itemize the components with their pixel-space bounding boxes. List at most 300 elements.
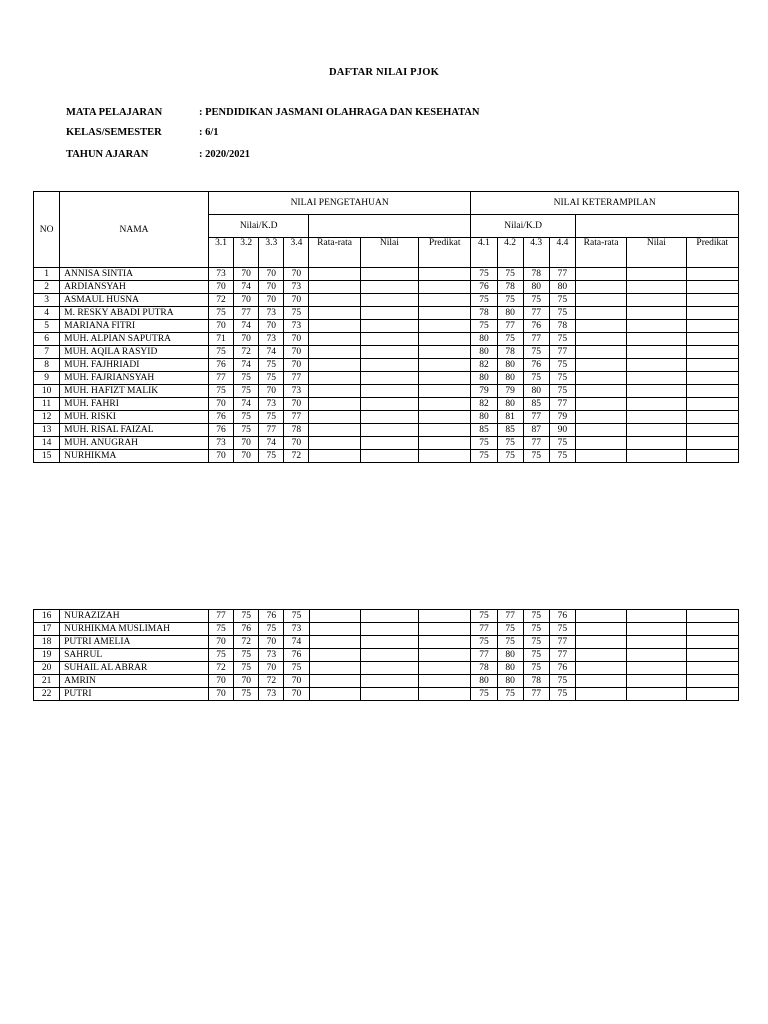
cell-rata-rata bbox=[309, 688, 360, 701]
cell-predikat bbox=[419, 662, 471, 675]
cell-nilai bbox=[360, 372, 418, 385]
cell-nilai-keterampilan: 80 bbox=[497, 359, 523, 372]
cell-no: 13 bbox=[34, 424, 60, 437]
cell-nilai bbox=[627, 294, 686, 307]
cell-nilai-keterampilan: 77 bbox=[549, 649, 575, 662]
cell-no: 22 bbox=[34, 688, 60, 701]
cell-nilai-keterampilan: 75 bbox=[523, 294, 549, 307]
cell-no: 8 bbox=[34, 359, 60, 372]
cell-nilai-pengetahuan: 75 bbox=[234, 649, 259, 662]
cell-nilai-keterampilan: 76 bbox=[471, 281, 497, 294]
cell-nilai-keterampilan: 75 bbox=[523, 662, 549, 675]
cell-rata-rata bbox=[309, 294, 360, 307]
cell-nama: MUH. FAJRIANSYAH bbox=[60, 372, 209, 385]
cell-nilai bbox=[627, 437, 686, 450]
cell-nilai-keterampilan: 75 bbox=[497, 333, 523, 346]
cell-predikat bbox=[419, 359, 471, 372]
cell-nilai-keterampilan: 77 bbox=[523, 411, 549, 424]
cell-nilai-keterampilan: 77 bbox=[549, 268, 575, 281]
cell-nilai-keterampilan: 75 bbox=[497, 294, 523, 307]
cell-nilai-pengetahuan: 73 bbox=[259, 649, 284, 662]
cell-predikat bbox=[686, 424, 738, 437]
cell-nilai-pengetahuan: 75 bbox=[234, 372, 259, 385]
cell-nilai-keterampilan: 75 bbox=[523, 610, 549, 623]
cell-nilai bbox=[360, 333, 418, 346]
cell-nama: MUH. ALPIAN SAPUTRA bbox=[60, 333, 209, 346]
cell-nilai-keterampilan: 85 bbox=[497, 424, 523, 437]
cell-nilai-pengetahuan: 77 bbox=[284, 411, 309, 424]
cell-nilai-keterampilan: 78 bbox=[523, 268, 549, 281]
cell-nilai-keterampilan: 75 bbox=[523, 649, 549, 662]
cell-nilai-pengetahuan: 74 bbox=[234, 359, 259, 372]
header-nama: NAMA bbox=[60, 192, 209, 268]
cell-nilai-keterampilan: 85 bbox=[471, 424, 497, 437]
cell-nilai-keterampilan: 75 bbox=[497, 636, 523, 649]
cell-predikat bbox=[419, 411, 471, 424]
cell-nilai-pengetahuan: 73 bbox=[284, 623, 309, 636]
cell-nilai-keterampilan: 80 bbox=[471, 346, 497, 359]
header-no: NO bbox=[34, 192, 60, 268]
cell-rata-rata bbox=[309, 437, 360, 450]
cell-rata-rata bbox=[309, 372, 360, 385]
cell-nilai-pengetahuan: 70 bbox=[259, 662, 284, 675]
cell-no: 5 bbox=[34, 320, 60, 333]
cell-nama: M. RESKY ABADI PUTRA bbox=[60, 307, 209, 320]
cell-nilai-pengetahuan: 70 bbox=[284, 675, 309, 688]
cell-rata-rata bbox=[309, 307, 360, 320]
cell-nilai-keterampilan: 75 bbox=[497, 268, 523, 281]
cell-nilai-pengetahuan: 72 bbox=[208, 294, 233, 307]
cell-nilai bbox=[627, 623, 686, 636]
cell-nilai-keterampilan: 82 bbox=[471, 398, 497, 411]
cell-nilai-keterampilan: 80 bbox=[471, 411, 497, 424]
cell-nilai-pengetahuan: 73 bbox=[208, 437, 233, 450]
cell-nilai-pengetahuan: 76 bbox=[259, 610, 284, 623]
cell-rata-rata bbox=[309, 346, 360, 359]
cell-predikat bbox=[686, 662, 738, 675]
cell-nilai-pengetahuan: 75 bbox=[284, 307, 309, 320]
table-row bbox=[34, 346, 739, 359]
cell-rata-rata bbox=[575, 424, 626, 437]
cell-rata-rata bbox=[576, 688, 627, 701]
cell-nilai bbox=[360, 294, 418, 307]
cell-nilai bbox=[360, 437, 418, 450]
cell-nilai-keterampilan: 79 bbox=[497, 385, 523, 398]
cell-nilai-pengetahuan: 70 bbox=[208, 281, 233, 294]
table-row bbox=[34, 636, 739, 649]
cell-nilai-keterampilan: 75 bbox=[471, 610, 497, 623]
cell-nilai-keterampilan: 75 bbox=[523, 346, 549, 359]
cell-nilai bbox=[627, 281, 686, 294]
cell-nilai-keterampilan: 80 bbox=[497, 398, 523, 411]
cell-predikat bbox=[419, 333, 471, 346]
cell-no: 6 bbox=[34, 333, 60, 346]
cell-rata-rata bbox=[575, 333, 626, 346]
cell-nilai bbox=[360, 320, 418, 333]
cell-nilai-keterampilan: 80 bbox=[497, 372, 523, 385]
cell-nilai-keterampilan: 78 bbox=[549, 320, 575, 333]
table-row bbox=[34, 333, 739, 346]
cell-predikat bbox=[419, 268, 471, 281]
cell-predikat bbox=[419, 450, 471, 463]
header-rata-rata: Rata-rata bbox=[309, 238, 360, 268]
cell-nilai-pengetahuan: 75 bbox=[208, 623, 233, 636]
cell-nilai-pengetahuan: 73 bbox=[208, 268, 233, 281]
cell-rata-rata bbox=[576, 636, 627, 649]
cell-nama: ARDIANSYAH bbox=[60, 281, 209, 294]
cell-rata-rata bbox=[309, 268, 360, 281]
cell-nilai bbox=[627, 268, 686, 281]
cell-nilai-pengetahuan: 76 bbox=[284, 649, 309, 662]
cell-nilai bbox=[360, 307, 418, 320]
cell-predikat bbox=[686, 307, 738, 320]
cell-nilai bbox=[627, 333, 686, 346]
cell-predikat bbox=[419, 385, 471, 398]
cell-nilai-pengetahuan: 70 bbox=[284, 268, 309, 281]
cell-nilai bbox=[360, 268, 418, 281]
cell-predikat bbox=[419, 281, 471, 294]
cell-nilai-pengetahuan: 74 bbox=[234, 398, 259, 411]
cell-no: 9 bbox=[34, 372, 60, 385]
header-nilai-pengetahuan: NILAI PENGETAHUAN bbox=[208, 192, 470, 215]
cell-rata-rata bbox=[309, 636, 360, 649]
cell-nilai-pengetahuan: 70 bbox=[208, 398, 233, 411]
cell-nilai-pengetahuan: 70 bbox=[259, 320, 284, 333]
cell-nama: MUH. FAHRI bbox=[60, 398, 209, 411]
cell-rata-rata bbox=[309, 411, 360, 424]
cell-nilai-keterampilan: 78 bbox=[497, 346, 523, 359]
cell-nilai-keterampilan: 77 bbox=[523, 688, 549, 701]
cell-rata-rata bbox=[576, 675, 627, 688]
cell-rata-rata bbox=[309, 649, 360, 662]
cell-nilai bbox=[627, 649, 686, 662]
cell-nilai-keterampilan: 79 bbox=[549, 411, 575, 424]
cell-nilai-pengetahuan: 75 bbox=[208, 346, 233, 359]
cell-nilai-keterampilan: 77 bbox=[549, 398, 575, 411]
cell-no: 15 bbox=[34, 450, 60, 463]
cell-nilai-pengetahuan: 74 bbox=[234, 320, 259, 333]
cell-rata-rata bbox=[309, 385, 360, 398]
cell-nilai-pengetahuan: 76 bbox=[208, 411, 233, 424]
cell-nilai-keterampilan: 80 bbox=[497, 675, 523, 688]
cell-nilai-keterampilan: 77 bbox=[523, 437, 549, 450]
info-label: TAHUN AJARAN bbox=[66, 149, 149, 160]
cell-nilai bbox=[360, 424, 418, 437]
cell-nilai-keterampilan: 75 bbox=[471, 268, 497, 281]
cell-nilai-pengetahuan: 70 bbox=[284, 359, 309, 372]
cell-nilai-pengetahuan: 75 bbox=[208, 385, 233, 398]
header-nilai-kd-keterampilan: Nilai/K.D bbox=[471, 215, 576, 238]
cell-nilai bbox=[627, 636, 686, 649]
cell-no: 20 bbox=[34, 662, 60, 675]
cell-nama: MUH. AQILA RASYID bbox=[60, 346, 209, 359]
cell-nilai-keterampilan: 75 bbox=[523, 623, 549, 636]
cell-nilai-pengetahuan: 74 bbox=[259, 437, 284, 450]
cell-nilai-keterampilan: 75 bbox=[549, 294, 575, 307]
cell-nilai bbox=[360, 688, 418, 701]
cell-nilai-keterampilan: 75 bbox=[549, 623, 575, 636]
cell-nilai-pengetahuan: 70 bbox=[208, 675, 233, 688]
cell-nilai-keterampilan: 77 bbox=[497, 320, 523, 333]
cell-nilai-keterampilan: 75 bbox=[549, 450, 575, 463]
cell-no: 2 bbox=[34, 281, 60, 294]
cell-rata-rata bbox=[309, 333, 360, 346]
cell-rata-rata bbox=[575, 320, 626, 333]
cell-nama: SUHAIL AL ABRAR bbox=[60, 662, 209, 675]
cell-nilai bbox=[627, 688, 686, 701]
cell-nilai bbox=[627, 307, 686, 320]
cell-rata-rata bbox=[575, 450, 626, 463]
cell-nilai bbox=[360, 450, 418, 463]
cell-nilai-pengetahuan: 75 bbox=[234, 610, 259, 623]
cell-nilai-pengetahuan: 75 bbox=[234, 385, 259, 398]
cell-rata-rata bbox=[575, 307, 626, 320]
header-nilai-keterampilan: NILAI KETERAMPILAN bbox=[471, 192, 739, 215]
cell-rata-rata bbox=[575, 398, 626, 411]
cell-nilai-keterampilan: 75 bbox=[549, 307, 575, 320]
cell-nilai-keterampilan: 77 bbox=[523, 333, 549, 346]
cell-nilai-keterampilan: 75 bbox=[471, 636, 497, 649]
cell-nilai-keterampilan: 90 bbox=[549, 424, 575, 437]
cell-predikat bbox=[686, 437, 738, 450]
cell-predikat bbox=[686, 450, 738, 463]
cell-nama: MUH. ANUGRAH bbox=[60, 437, 209, 450]
table-row bbox=[34, 610, 739, 623]
cell-no: 12 bbox=[34, 411, 60, 424]
cell-predikat bbox=[686, 636, 738, 649]
cell-nama: PUTRI bbox=[60, 688, 209, 701]
cell-predikat bbox=[419, 437, 471, 450]
cell-nilai-pengetahuan: 75 bbox=[234, 424, 259, 437]
cell-predikat bbox=[419, 675, 471, 688]
cell-predikat bbox=[419, 424, 471, 437]
cell-nilai bbox=[627, 372, 686, 385]
cell-predikat bbox=[686, 610, 738, 623]
info-value: : 2020/2021 bbox=[199, 149, 251, 160]
cell-no: 1 bbox=[34, 268, 60, 281]
cell-rata-rata bbox=[309, 675, 360, 688]
cell-nilai-pengetahuan: 73 bbox=[284, 281, 309, 294]
cell-predikat bbox=[686, 688, 738, 701]
cell-nilai bbox=[360, 385, 418, 398]
cell-predikat bbox=[419, 636, 471, 649]
cell-rata-rata bbox=[575, 359, 626, 372]
cell-nilai bbox=[627, 450, 686, 463]
document-title: DAFTAR NILAI PJOK bbox=[329, 67, 439, 78]
table-row bbox=[34, 450, 739, 463]
cell-nilai-keterampilan: 80 bbox=[497, 307, 523, 320]
grades-table bbox=[33, 191, 739, 463]
cell-nilai-pengetahuan: 72 bbox=[208, 662, 233, 675]
cell-predikat bbox=[686, 346, 738, 359]
cell-predikat bbox=[419, 688, 471, 701]
cell-rata-rata bbox=[575, 294, 626, 307]
cell-nilai-pengetahuan: 70 bbox=[259, 636, 284, 649]
header-kd: 4.4 bbox=[549, 238, 575, 268]
cell-no: 21 bbox=[34, 675, 60, 688]
cell-rata-rata bbox=[309, 424, 360, 437]
cell-predikat bbox=[686, 294, 738, 307]
cell-nilai bbox=[360, 398, 418, 411]
cell-predikat bbox=[686, 268, 738, 281]
cell-rata-rata bbox=[576, 610, 627, 623]
cell-predikat bbox=[686, 320, 738, 333]
cell-rata-rata bbox=[309, 662, 360, 675]
cell-no: 14 bbox=[34, 437, 60, 450]
cell-predikat bbox=[419, 623, 471, 636]
cell-nilai-pengetahuan: 70 bbox=[208, 320, 233, 333]
cell-rata-rata bbox=[309, 610, 360, 623]
cell-nilai-keterampilan: 75 bbox=[549, 385, 575, 398]
cell-nilai-keterampilan: 78 bbox=[471, 307, 497, 320]
cell-nilai-keterampilan: 77 bbox=[497, 610, 523, 623]
cell-nilai-pengetahuan: 72 bbox=[234, 636, 259, 649]
cell-nilai-pengetahuan: 70 bbox=[234, 294, 259, 307]
cell-nilai bbox=[627, 610, 686, 623]
cell-nilai-pengetahuan: 73 bbox=[259, 333, 284, 346]
cell-nilai-keterampilan: 75 bbox=[549, 359, 575, 372]
cell-no: 18 bbox=[34, 636, 60, 649]
cell-nama: NURHIKMA MUSLIMAH bbox=[60, 623, 209, 636]
cell-predikat bbox=[686, 675, 738, 688]
cell-nilai-pengetahuan: 75 bbox=[234, 688, 259, 701]
table-row bbox=[34, 662, 739, 675]
table-row bbox=[34, 320, 739, 333]
cell-predikat bbox=[419, 294, 471, 307]
info-label: KELAS/SEMESTER bbox=[66, 127, 162, 138]
cell-rata-rata bbox=[575, 268, 626, 281]
cell-rata-rata bbox=[309, 623, 360, 636]
cell-predikat bbox=[419, 610, 471, 623]
cell-nilai-pengetahuan: 72 bbox=[234, 346, 259, 359]
cell-nilai-pengetahuan: 76 bbox=[208, 359, 233, 372]
cell-nilai-pengetahuan: 77 bbox=[208, 610, 233, 623]
cell-nilai-keterampilan: 75 bbox=[549, 688, 575, 701]
cell-nilai-pengetahuan: 76 bbox=[234, 623, 259, 636]
cell-nilai-keterampilan: 80 bbox=[471, 372, 497, 385]
cell-nilai-pengetahuan: 75 bbox=[208, 307, 233, 320]
cell-nama: SAHRUL bbox=[60, 649, 209, 662]
cell-predikat bbox=[686, 649, 738, 662]
cell-nilai-keterampilan: 75 bbox=[497, 450, 523, 463]
table-row bbox=[34, 294, 739, 307]
cell-nilai-pengetahuan: 70 bbox=[259, 268, 284, 281]
cell-nilai-pengetahuan: 75 bbox=[208, 649, 233, 662]
cell-predikat bbox=[419, 346, 471, 359]
table-row bbox=[34, 675, 739, 688]
cell-nilai-pengetahuan: 75 bbox=[234, 411, 259, 424]
cell-nama: MUH. RISAL FAIZAL bbox=[60, 424, 209, 437]
cell-nilai bbox=[360, 359, 418, 372]
cell-nilai-keterampilan: 77 bbox=[549, 636, 575, 649]
cell-rata-rata bbox=[575, 411, 626, 424]
cell-rata-rata bbox=[575, 372, 626, 385]
cell-nilai-pengetahuan: 70 bbox=[284, 346, 309, 359]
cell-predikat bbox=[686, 372, 738, 385]
cell-rata-rata bbox=[575, 385, 626, 398]
cell-nilai-keterampilan: 77 bbox=[523, 307, 549, 320]
cell-nilai-pengetahuan: 75 bbox=[284, 662, 309, 675]
table-row bbox=[34, 385, 739, 398]
cell-nilai bbox=[360, 411, 418, 424]
header-blank bbox=[575, 215, 738, 238]
cell-nilai-keterampilan: 77 bbox=[471, 649, 497, 662]
cell-nilai-keterampilan: 75 bbox=[549, 372, 575, 385]
header-kd: 3.4 bbox=[284, 238, 309, 268]
cell-nilai-pengetahuan: 75 bbox=[259, 359, 284, 372]
cell-nama: MUH. HAFIZT MALIK bbox=[60, 385, 209, 398]
cell-nilai-keterampilan: 75 bbox=[471, 320, 497, 333]
cell-nilai bbox=[360, 610, 418, 623]
cell-nilai-pengetahuan: 70 bbox=[259, 385, 284, 398]
cell-nama: ASMAUL HUSNA bbox=[60, 294, 209, 307]
cell-nilai-pengetahuan: 73 bbox=[259, 398, 284, 411]
cell-nilai bbox=[360, 281, 418, 294]
cell-no: 19 bbox=[34, 649, 60, 662]
cell-no: 16 bbox=[34, 610, 60, 623]
cell-nilai-pengetahuan: 70 bbox=[234, 450, 259, 463]
info-value: : PENDIDIKAN JASMANI OLAHRAGA DAN KESEHATAN bbox=[199, 107, 480, 118]
cell-nilai-pengetahuan: 75 bbox=[259, 623, 284, 636]
table-row bbox=[34, 281, 739, 294]
cell-nilai-pengetahuan: 73 bbox=[284, 385, 309, 398]
cell-rata-rata bbox=[309, 450, 360, 463]
cell-nilai-keterampilan: 76 bbox=[523, 320, 549, 333]
cell-nilai-pengetahuan: 70 bbox=[284, 294, 309, 307]
cell-rata-rata bbox=[575, 437, 626, 450]
cell-rata-rata bbox=[309, 320, 360, 333]
cell-nilai-keterampilan: 76 bbox=[523, 359, 549, 372]
cell-nilai-keterampilan: 80 bbox=[549, 281, 575, 294]
cell-nilai-pengetahuan: 70 bbox=[259, 294, 284, 307]
cell-nilai-keterampilan: 75 bbox=[549, 675, 575, 688]
table-row bbox=[34, 372, 739, 385]
cell-nilai-pengetahuan: 72 bbox=[284, 450, 309, 463]
header-kd: 4.2 bbox=[497, 238, 523, 268]
cell-nama: MUH. FAJHRIADI bbox=[60, 359, 209, 372]
cell-nilai bbox=[360, 675, 418, 688]
table-row bbox=[34, 649, 739, 662]
cell-nilai-keterampilan: 75 bbox=[471, 450, 497, 463]
cell-nilai bbox=[360, 636, 418, 649]
cell-rata-rata bbox=[309, 359, 360, 372]
cell-rata-rata bbox=[576, 662, 627, 675]
cell-no: 7 bbox=[34, 346, 60, 359]
cell-rata-rata bbox=[576, 649, 627, 662]
cell-rata-rata bbox=[576, 623, 627, 636]
cell-predikat bbox=[419, 320, 471, 333]
cell-nama: PUTRI AMELIA bbox=[60, 636, 209, 649]
header-kd: 3.3 bbox=[259, 238, 284, 268]
table-row bbox=[34, 307, 739, 320]
cell-nilai-pengetahuan: 78 bbox=[284, 424, 309, 437]
header-kd: 4.3 bbox=[523, 238, 549, 268]
cell-no: 11 bbox=[34, 398, 60, 411]
cell-nilai-pengetahuan: 74 bbox=[234, 281, 259, 294]
cell-nilai-keterampilan: 80 bbox=[523, 385, 549, 398]
cell-nilai-pengetahuan: 70 bbox=[284, 688, 309, 701]
cell-nilai bbox=[627, 424, 686, 437]
cell-nama: ANNISA SINTIA bbox=[60, 268, 209, 281]
cell-nilai-pengetahuan: 77 bbox=[259, 424, 284, 437]
cell-rata-rata bbox=[575, 281, 626, 294]
cell-nilai-pengetahuan: 70 bbox=[259, 281, 284, 294]
cell-nilai bbox=[627, 359, 686, 372]
cell-nilai-keterampilan: 75 bbox=[497, 623, 523, 636]
cell-nilai-keterampilan: 78 bbox=[523, 675, 549, 688]
cell-nilai-pengetahuan: 77 bbox=[284, 372, 309, 385]
cell-nilai bbox=[627, 320, 686, 333]
